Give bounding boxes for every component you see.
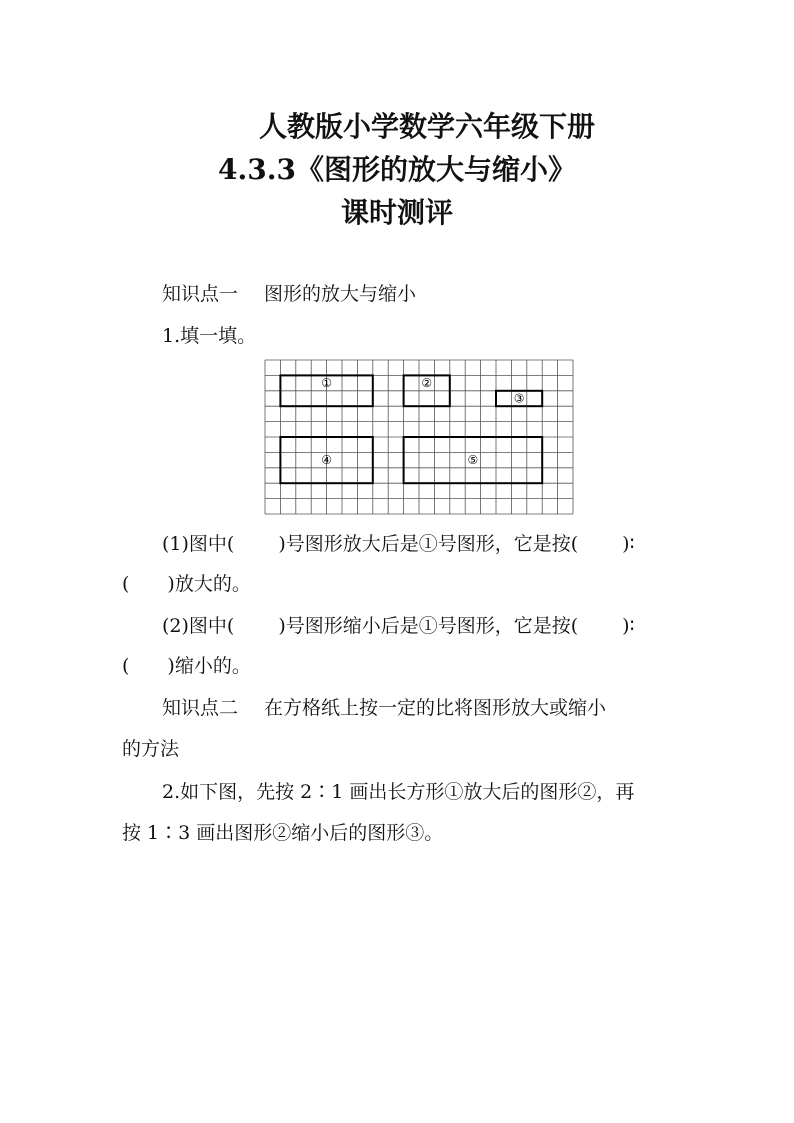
q1-p2-text-b: )号图形缩小后是①号图形，它是按(: [278, 615, 579, 637]
shape-label: ⑤: [467, 453, 479, 468]
shape-label: ①: [321, 376, 332, 391]
square-grid: [264, 359, 574, 515]
title-line-1: 人教版小学数学六年级下册: [258, 110, 595, 143]
shape-label: ④: [321, 453, 332, 468]
knowledge-point-2-topic: 在方格纸上按一定的比将图形放大或缩小: [264, 697, 607, 719]
question-2-line-1: 2.如下图，先按 2∶1 画出长方形①放大后的图形②，再: [162, 781, 635, 803]
title-line-2: 4.3.3《图形的放大与缩小》: [218, 153, 576, 186]
knowledge-point-1: [162, 281, 416, 307]
knowledge-point-2: [162, 695, 606, 721]
question-1-part-1: [162, 531, 635, 557]
q1-p1-text-b: )号图形放大后是①号图形，它是按(: [278, 533, 579, 555]
question-1-part-2-cont: [122, 653, 251, 679]
q1-p2-text-d: (: [122, 655, 130, 677]
q1-p1-text-d: (: [122, 573, 130, 595]
question-2-line-2: 按 1∶3 画出图形②缩小后的图形③。: [122, 822, 444, 844]
question-1-part-2: [162, 613, 635, 639]
q1-p2-text-c: )∶: [622, 615, 635, 637]
q1-p2-text-e: )缩小的。: [167, 655, 251, 677]
q1-p1-text-a: (1)图中(: [162, 533, 235, 555]
knowledge-point-1-topic: 图形的放大与缩小: [264, 283, 417, 305]
knowledge-point-1-label: 知识点一: [162, 283, 239, 305]
knowledge-point-2-label: 知识点二: [162, 697, 239, 719]
knowledge-point-2-topic-cont: 的方法: [122, 738, 180, 760]
shape-label: ③: [513, 391, 525, 406]
title-line-3: 课时测评: [340, 196, 453, 229]
question-1-part-1-cont: [122, 571, 251, 597]
q1-p1-text-e: )放大的。: [167, 573, 251, 595]
shape-label: ②: [421, 376, 433, 391]
q1-p1-text-c: )∶: [622, 533, 635, 555]
question-1-stem: 1.填一填。: [162, 325, 257, 347]
q1-p2-text-a: (2)图中(: [162, 615, 235, 637]
grid-figure: [264, 359, 574, 519]
